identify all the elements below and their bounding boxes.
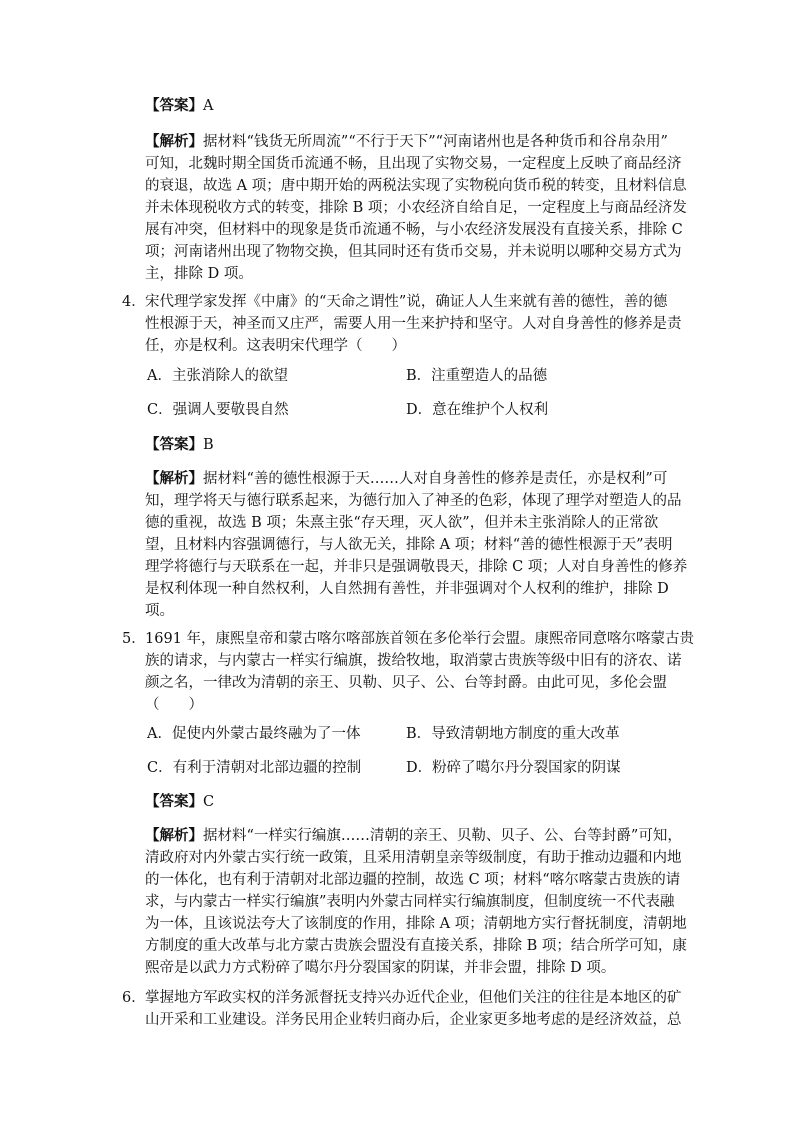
explanation-line: 项。 — [145, 603, 174, 619]
explanation-line: 【解析】据材料“一样实行编旗……清朝的亲王、贝勒、贝子、公、台等封爵”可知， — [145, 827, 682, 844]
explanation-line: 清政府对内外蒙古实行统一政策，且采用清朝皇亲等级制度，有助于推动边疆和内地 — [145, 850, 682, 866]
question-stem-line: 山开采和工业建设。洋务民用企业转归商办后，企业家更多地考虑的是经济效益，总 — [145, 1012, 682, 1028]
explanation-line: 知，理学将天与德行联系起来，为德行加入了神圣的色彩，体现了理学对塑造人的品 — [145, 493, 682, 509]
option-d[interactable]: D．粉碎了噶尔丹分裂国家的阴谋 — [406, 760, 621, 776]
q5-answer — [145, 792, 214, 812]
question-stem-line: 颜之名，一律改为清朝的亲王、贝勒、贝子、公、台等封爵。由此可见，多伦会盟 — [145, 675, 667, 691]
explanation-line: 熙帝是以武力方式粉碎了噶尔丹分裂国家的阴谋，并非会盟，排除 D 项。 — [145, 960, 616, 976]
option-a[interactable]: A．主张消除人的欲望 — [147, 368, 288, 384]
question-stem-line: 任，亦是权利。这表明宋代理学（ ） — [145, 338, 406, 354]
question-stem-line: 宋代理学家发挥《中庸》的“天命之谓性”说，确证人人生来就有善的德性，善的德 — [145, 294, 668, 310]
explanation-line: 的衰退，故选 A 项；唐中期开始的两税法实现了实物税向货币税的转变，且材料信息 — [145, 178, 687, 194]
option-b[interactable]: B．导致清朝地方制度的重大改革 — [406, 726, 620, 742]
explanation-label: 【解析】 — [145, 470, 203, 487]
explanation-line: 德的重视，故选 B 项；朱熹主张“存天理，灭人欲”，但并未主张消除人的正常欲 — [145, 515, 659, 531]
explanation-line: 【解析】据材料“善的德性根源于天……人对自身善性的修养是责任，亦是权利”可 — [145, 470, 668, 487]
answer-value: A — [203, 98, 214, 114]
explanation-line: 求，与内蒙古一样实行编旗”表明内外蒙古同样实行编旗制度，但制度统一不代表融 — [145, 894, 675, 910]
question-stem-line: 掌握地方军政实权的洋务派督抚支持兴办近代企业，但他们关注的往往是本地区的矿 — [145, 990, 682, 1006]
option-c[interactable]: C．有利于清朝对北部边疆的控制 — [147, 760, 362, 776]
explanation-line: 【解析】据材料“钱货无所周流”“不行于天下”“河南诸州也是各种货币和谷帛杂用” — [145, 133, 668, 150]
option-c[interactable]: C．强调人要敬畏自然 — [147, 402, 289, 418]
explanation-label: 【解析】 — [145, 827, 203, 844]
question-number: 4． — [122, 294, 146, 310]
explanation-label: 【解析】 — [145, 133, 203, 150]
explanation-line: 主，排除 D 项。 — [145, 266, 253, 282]
answer-value: B — [203, 437, 214, 453]
option-b[interactable]: B．注重塑造人的品德 — [406, 368, 548, 384]
question-stem-line: 1691 年，康熙皇帝和蒙古喀尔喀部族首领在多伦举行会盟。康熙帝同意喀尔喀蒙古贵 — [145, 631, 695, 647]
explanation-line: 理学将德行与天联系在一起，并非只是强调敬畏天，排除 C 项；人对自身善性的修养 — [145, 559, 688, 575]
option-a[interactable]: A．促使内外蒙古最终融为了一体 — [147, 726, 361, 742]
answer-value: C — [203, 794, 215, 810]
explanation-line: 展有冲突，但材料中的现象是货币流通不畅，与小农经济发展没有直接关系，排除 C — [145, 222, 683, 238]
explanation-line: 望，且材料内容强调德行，与人欲无关，排除 A 项；材料“善的德性根源于天”表明 — [145, 537, 673, 553]
explanation-line: 并未体现税收方式的转变，排除 B 项；小农经济自给自足，一定程度上与商品经济发 — [145, 200, 687, 216]
explanation-line: 的一体化，也有利于清朝对北部边疆的控制，故选 C 项；材料“喀尔喀蒙古贵族的请 — [145, 872, 681, 888]
answer-label: 【答案】 — [145, 436, 203, 453]
q4-answer — [145, 435, 214, 455]
question-number: 5． — [122, 631, 146, 647]
option-d[interactable]: D．意在维护个人权利 — [406, 402, 549, 418]
question-stem-line: 性根源于天，神圣而又庄严，需要人用一生来护持和坚守。人对自身善性的修养是责 — [145, 316, 682, 332]
explanation-line: 项；河南诸州出现了物物交换，但其同时还有货币交易，并未说明以哪种交易方式为 — [145, 244, 682, 260]
q3-answer — [145, 96, 213, 116]
answer-label: 【答案】 — [145, 793, 203, 810]
explanation-line: 方制度的重大改革与北方蒙古贵族会盟没有直接关系，排除 B 项；结合所学可知，康 — [145, 938, 687, 954]
answer-label: 【答案】 — [145, 97, 203, 114]
question-stem-line: （ ） — [145, 697, 203, 713]
question-stem-line: 族的请求，与内蒙古一样实行编旗，拨给牧地，取消蒙古贵族等级中旧有的济农、诺 — [145, 653, 682, 669]
explanation-line: 是权利体现一种自然权利，人自然拥有善性，并非强调对个人权利的维护，排除 D — [145, 581, 669, 597]
explanation-line: 为一体，且该说法夸大了该制度的作用，排除 A 项；清朝地方实行督抚制度，清朝地 — [145, 916, 687, 932]
explanation-line: 可知，北魏时期全国货币流通不畅，且出现了实物交易，一定程度上反映了商品经济 — [145, 156, 682, 172]
question-number: 6． — [122, 990, 146, 1006]
